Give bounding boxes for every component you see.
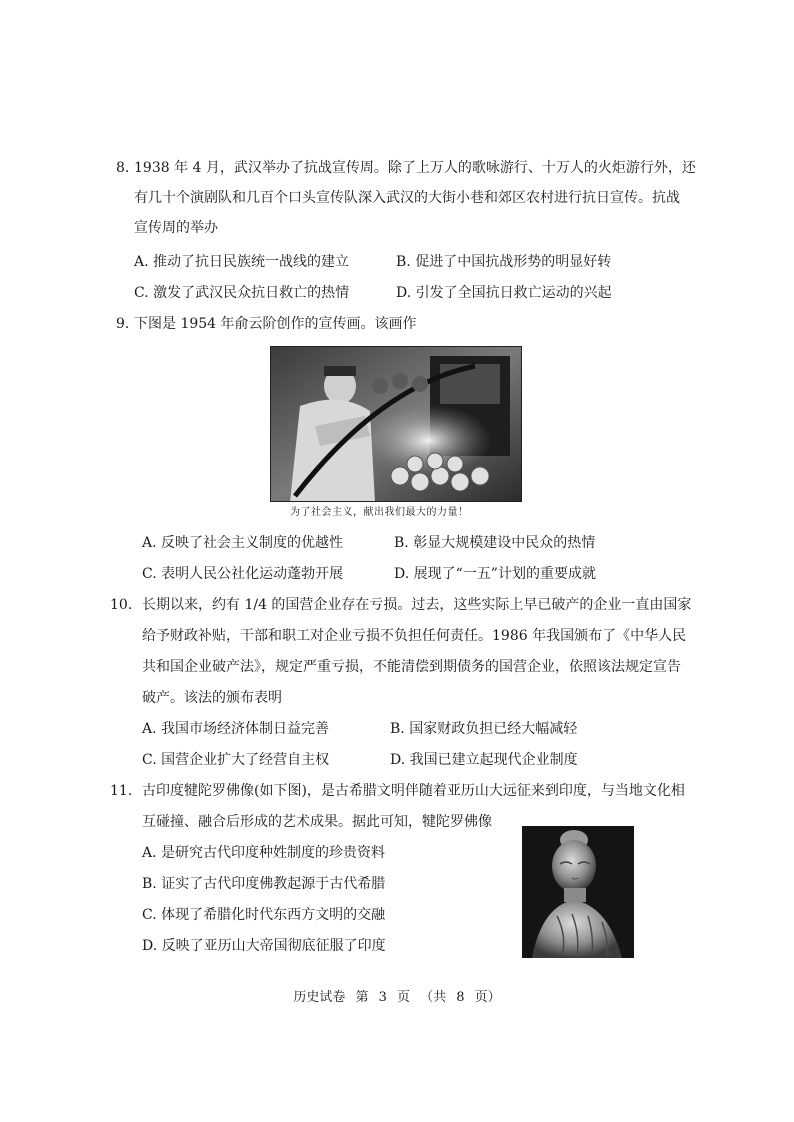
option-d[interactable]: D. 引发了全国抗日救亡运动的兴起 (396, 285, 612, 301)
option-a[interactable]: A. 反映了社会主义制度的优越性 (142, 535, 344, 551)
option-c[interactable]: C. 国营企业扩大了经营自主权 (142, 752, 330, 768)
option-d[interactable]: D. 展现了“一五”计划的重要成就 (394, 566, 596, 582)
option-a[interactable]: A. 是研究古代印度种姓制度的珍贵资料 (142, 845, 386, 861)
question-number: 11. (110, 783, 133, 799)
question-number: 8. (116, 160, 130, 176)
question-number: 10. (110, 597, 133, 613)
option-a[interactable]: A. 我国市场经济体制日益完善 (142, 721, 330, 737)
question-stem-line: 1938 年 4 月，武汉举办了抗战宣传周。除了上万人的歌咏游行、十万人的火炬游行外，还 (134, 160, 696, 176)
gandhara-buddha-statue-image (522, 826, 634, 958)
question-stem-line: 给予财政补贴，干部和职工对企业亏损不负担任何责任。1986 年我国颁布了《中华人民 (142, 628, 687, 644)
option-a[interactable]: A. 推动了抗日民族统一战线的建立 (134, 254, 350, 270)
option-d[interactable]: D. 反映了亚历山大帝国彻底征服了印度 (142, 938, 386, 954)
option-b[interactable]: B. 促进了中国抗战形势的明显好转 (396, 254, 612, 270)
page-footer: 历史试卷 第 3 页 （共 8 页） (293, 990, 501, 1005)
propaganda-painting-image (270, 346, 522, 502)
question-number: 9. (116, 316, 130, 332)
question-stem-line: 互碰撞、融合后形成的艺术成果。据此可知，犍陀罗佛像 (142, 814, 492, 830)
option-b[interactable]: B. 国家财政负担已经大幅减轻 (390, 721, 578, 737)
painting-caption: 为了社会主义，献出我们最大的力量！ (290, 507, 469, 518)
question-stem-line: 有几十个演剧队和几百个口头宣传队深入武汉的大街小巷和郊区农村进行抗日宣传。抗战 (134, 190, 680, 206)
question-stem-line: 破产。该法的颁布表明 (142, 690, 282, 706)
option-b[interactable]: B. 证实了古代印度佛教起源于古代希腊 (142, 876, 386, 892)
option-c[interactable]: C. 表明人民公社化运动蓬勃开展 (142, 566, 344, 582)
question-stem-line: 共和国企业破产法》，规定严重亏损，不能清偿到期债务的国营企业，依照该法规定宣告 (142, 659, 681, 675)
question-stem-line: 长期以来，约有 1/4 的国营企业存在亏损。过去，这些实际上早已破产的企业一直由国家 (142, 597, 692, 613)
question-stem-line: 宣传周的举办 (134, 220, 218, 236)
question-stem-line: 下图是 1954 年俞云阶创作的宣传画。该画作 (134, 316, 417, 332)
option-c[interactable]: C. 体现了希腊化时代东西方文明的交融 (142, 907, 386, 923)
question-stem-line: 古印度犍陀罗佛像(如下图)，是古希腊文明伴随着亚历山大远征来到印度，与当地文化相 (142, 783, 685, 799)
option-c[interactable]: C. 激发了武汉民众抗日救亡的热情 (134, 285, 350, 301)
option-b[interactable]: B. 彰显大规模建设中民众的热情 (394, 535, 596, 551)
option-d[interactable]: D. 我国已建立起现代企业制度 (390, 752, 578, 768)
